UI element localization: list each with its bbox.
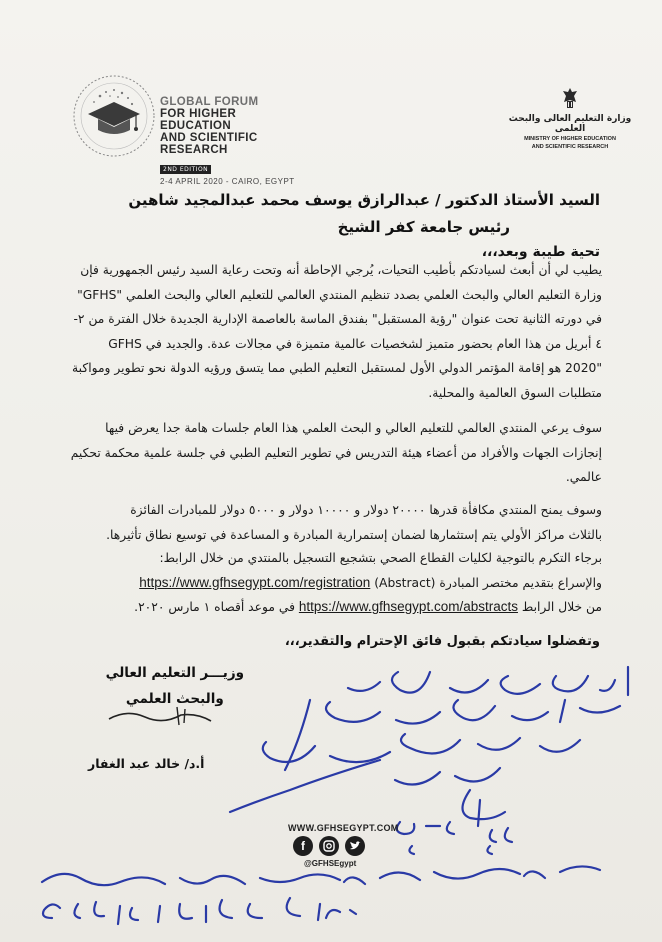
letter-closing: وتفضلوا سيادتكم بقبول فائق الإحترام والتقدير،،، [284, 634, 600, 649]
paragraph-line: متطلبات السوق العالمية والمحلية. [428, 385, 602, 400]
signature-title-line2: والبحث العلمي [125, 691, 224, 707]
paragraph-registration [57, 546, 602, 620]
abstracts-link[interactable]: https://www.gfhsegypt.com/abstracts [298, 599, 518, 614]
footer-handle: @GFHSEgypt [304, 859, 357, 868]
paragraph-line: إنجازات الجهات والأفراد من أعضاء هيئة التدريس في تطوير التعليم الطبي في جلسة علمية محكمة تحكيم [70, 445, 602, 460]
registration-link[interactable]: https://www.gfhsegypt.com/registration [139, 574, 371, 590]
paragraph-line: ٤ أبريل من هذا العام بحضور متميز لشخصيات عالمية متميزة في مجالات عدة. والجديد في GFHS [108, 336, 602, 351]
signature-name: أ.د/ خالد عبد الغفار [88, 756, 205, 771]
twitter-icon[interactable] [345, 836, 365, 856]
forum-dates: 2-4 APRIL 2020 - CAIRO, EGYPT [160, 177, 295, 186]
footer-website[interactable]: WWW.GFHSEGYPT.COM [288, 823, 399, 833]
facebook-icon[interactable]: f [293, 836, 313, 856]
signature-title-line1: وزيـــر التعليم العالي [105, 665, 244, 681]
paragraph-awards [57, 498, 602, 547]
paragraph-line: يطيب لي أن أبعث لسيادتكم بأطيب التحيات، يُرجي الإحاطة أنه وتحت رعاية السيد رئيس الجمهورية فإن [80, 263, 602, 277]
letter-greeting: تحية طيبة وبعد،،، [481, 244, 600, 260]
paragraph-line-with-link [57, 571, 602, 596]
ministry-name-ar: وزارة التعليم العالى والبحث العلمى [508, 114, 632, 134]
forum-title-line2: FOR HIGHER EDUCATION [160, 108, 237, 132]
paragraph-line: وسوف يمنح المنتدي مكافأة قدرها ٢٠٠٠٠ دولار و ١٠٠٠٠ دولار و ٥٠٠٠ دولار للمبادرات الفائزة [130, 503, 602, 517]
paragraph-text: والإسراع بتقديم مختصر المبادرة (Abstract) [374, 575, 602, 590]
paragraph-text: من خلال الرابط [521, 600, 602, 614]
ministry-logo [505, 86, 635, 150]
instagram-icon[interactable] [319, 836, 339, 856]
forum-title-block [160, 96, 310, 186]
ministry-name-en-2: AND SCIENTIFIC RESEARCH [531, 144, 609, 150]
letter-university: رئيس جامعة كفر الشيخ [337, 218, 510, 236]
footer-social-icons [293, 836, 365, 856]
paragraph-line: "2020 هو إقامة المؤتمر الدولي الأول لمستقبل التعليم الطبي مما يتسق ورؤيه الدولة نحو تطوير ومواكبة [72, 361, 602, 375]
egypt-eagle-icon [560, 86, 580, 110]
ministry-name-en-1: MINISTRY OF HIGHER EDUCATION [524, 136, 616, 142]
paragraph-intro [57, 258, 602, 405]
paragraph-line: برجاء التكرم بالتوجية لكليات القطاع الصحي بتشجيع التسجيل بالمنتدي من خلال الرابط: [159, 551, 602, 565]
paragraph-line: في دورته الثانية تحت عنوان "رؤية المستقبل" بفندق الماسة بالعاصمة الإدارية الجديدة خلال الفترة من ٢- [73, 312, 602, 326]
letter-addressee: السيد الأستاذ الدكتور / عبدالرازق يوسف محمد عبدالمجيد شاهين [128, 191, 600, 209]
paragraph-line: سوف يرعي المنتدي العالمي للتعليم العالي و البحث العلمي هذا العام جلسات هامة جدا يعرض فيها [105, 421, 602, 435]
paragraph-line: بالثلاث مراكز الأولي يتم إستثمارها لضمان إستمرارية المبادرة و المساعدة في توسيع نطاق تأثيرها. [106, 527, 602, 542]
forum-edition-tag: 2ND EDITION [160, 165, 211, 174]
paragraph-text: في موعد أقصاه ١ مارس ٢٠٢٠. [134, 600, 295, 614]
paragraph-line: وزارة التعليم العالي والبحث العلمي بصدد تنظيم المنتدي العالمي للتعليم العالي والبحث العلمي "GFHS" [77, 287, 602, 302]
forum-title-line3: AND SCIENTIFIC RESEARCH [160, 132, 258, 156]
forum-title-line1: GLOBAL FORUM [160, 96, 259, 108]
paragraph-line: عالمي. [565, 470, 602, 484]
paragraph-sessions [57, 416, 602, 490]
paragraph-line-with-link [57, 595, 602, 620]
minister-signature-icon [105, 703, 215, 729]
forum-logo-icon [70, 72, 158, 160]
